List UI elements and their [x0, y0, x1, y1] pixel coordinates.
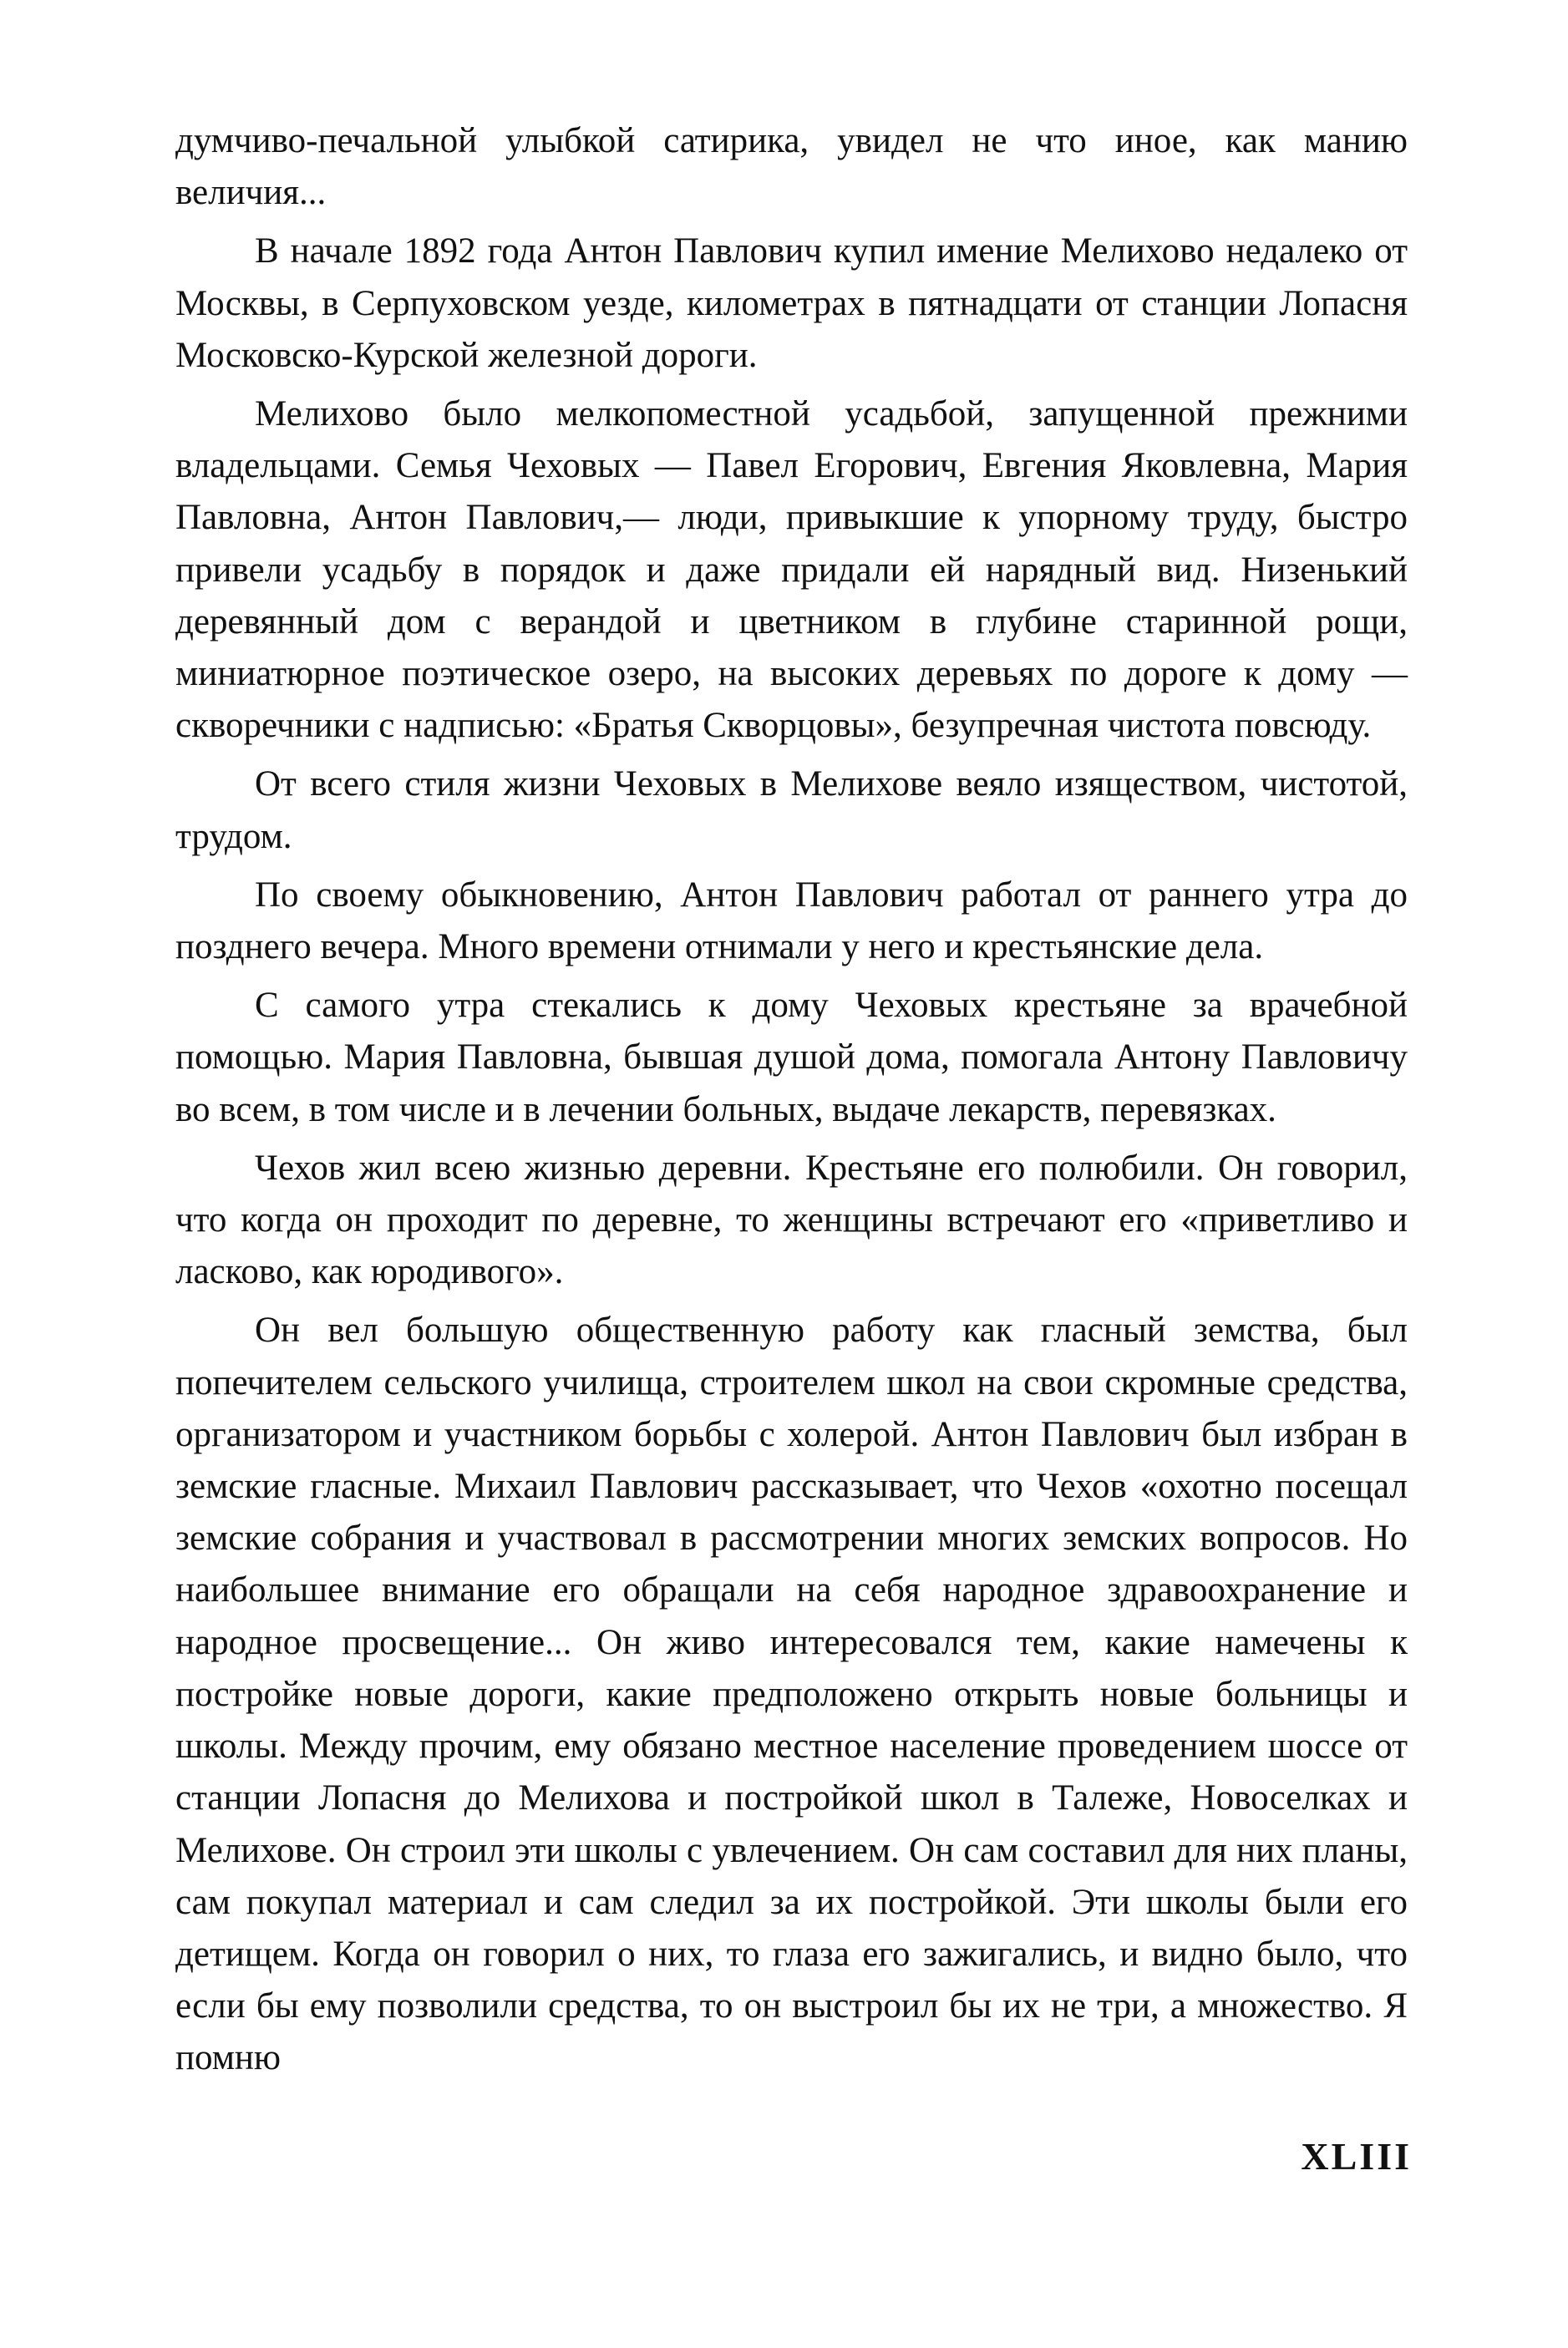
paragraph-work-routine: По своему обыкновению, Антон Павлович работал от раннего утра до позднего вечера. Много времени отнимали у него и крестьянские дела. [175, 875, 1408, 967]
paragraph-public-work: Он вел большую общественную работу как гласный земства, был попечителем сельского училища, строителем школ на свои скромные средства, организатором и участником борьбы с холерой. Антон Павлович был избран в земские гласные. Михаил Павлович рассказывает, что Чехов «охотно посещал земские собрания и участвовал в рассмотрении многих земских вопросов. Но наибольшее внимание его обращали на себя народное здравоохранение и народное просвещение... Он живо интересовался тем, какие намечены к постройке новые дороги, какие предположено открыть новые больницы и школы. Между прочим, ему обязано местное население проведением шоссе от станции Лопасня до Мелихова и постройкой школ в Талеже, Новоселках и Мелихове. Он строил эти школы с увлечением. Он сам составил для них планы, сам покупал материал и сам следил за их постройкой. Эти школы были его детищем. Когда он говорил о них, то глаза его зажигались, и видно было, что если бы ему позволили средства, то он выстроил бы их не три, а множество. Я помню [175, 1311, 1408, 2078]
body-text [175, 115, 1408, 2085]
page-number: XLIII [1301, 2135, 1412, 2178]
paragraph-estate-description: Мелихово было мелкопоместной усадьбой, запущенной прежними владельцами. Семья Чеховых — Павел Егорович, Евгения Яковлевна, Мария Павловна, Антон Павлович,— люди, привыкшие к упорному труду, быстро привели усадьбу в порядок и даже придали ей нарядный вид. Низенький деревянный дом с верандой и цветником в глубине старинной рощи, миниатюрное поэтическое озеро, на высоких деревьях по дороге к дому — скворечники с надписью: «Братья Скворцовы», безупречная чистота повсюду. [175, 394, 1408, 746]
paragraph-village-life: Чехов жил всею жизнью деревни. Крестьяне его полюбили. Он говорил, что когда он проходит по деревне, то женщины встречают его «приветливо и ласково, как юродивого». [175, 1148, 1408, 1292]
paragraph-continuation: думчиво-печальной улыбкой сатирика, увидел не что иное, как манию величия... [175, 121, 1408, 213]
paragraph-melikhovo-purchase: В начале 1892 года Антон Павлович купил имение Мелихово недалеко от Москвы, в Серпуховском уезде, километрах в пятнадцати от станции Лопасня Московско-Курской железной дороги. [175, 231, 1408, 375]
paragraph-lifestyle: От всего стиля жизни Чеховых в Мелихове веяло изяществом, чистотой, трудом. [175, 764, 1408, 856]
paragraph-medical-help: С самого утра стекались к дому Чеховых крестьяне за врачебной помощью. Мария Павловна, бывшая душой дома, помогала Антону Павловичу во всем, в том числе и в лечении больных, выдаче лекарств, перевязках. [175, 986, 1408, 1129]
